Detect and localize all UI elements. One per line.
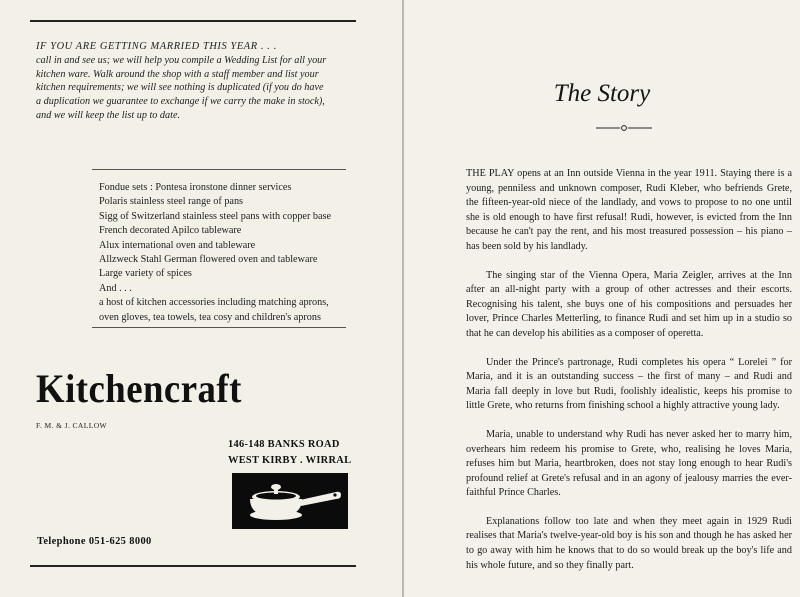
story-paragraph: The singing star of the Vienna Opera, Maria Zeigler, arrives at the Inn after an all-night party with a group of other actresses and their escorts. Recognising his talent, she buys one of his compositions and persuades her lover, Prince Charles Metterling, to finance Rudi and set him up in a studio so that he can develop his abilities as a composer of operetta. xyxy=(466,269,792,339)
saucepan-icon xyxy=(232,473,348,529)
saucepan-logo-box xyxy=(232,473,348,529)
list-item: And . . . xyxy=(99,282,132,294)
list-item: Polaris stainless steel range of pans xyxy=(99,196,244,208)
wedding-list-ad xyxy=(36,40,366,123)
proprietors: F. M. & J. CALLOW xyxy=(36,421,107,430)
shop-address xyxy=(228,437,351,469)
right-page xyxy=(404,0,800,597)
products-top-rule xyxy=(92,169,346,170)
ad-line: kitchen ware. Walk around the shop with a staff member and list your xyxy=(36,68,319,80)
list-item: Sigg of Switzerland stainless steel pans with copper base xyxy=(99,210,331,222)
story-title: The Story xyxy=(553,80,651,107)
bottom-rule xyxy=(30,565,356,567)
list-item: Large variety of spices xyxy=(99,268,192,280)
top-rule xyxy=(30,20,356,22)
ad-headline: IF YOU ARE GETTING MARRIED THIS YEAR . . . xyxy=(36,41,277,52)
story-text xyxy=(466,167,792,587)
list-item: oven gloves, tea towels, tea cosy and children's aprons xyxy=(99,311,321,323)
list-item: Alux international oven and tableware xyxy=(99,239,256,251)
ad-line: kitchen requirements; we will see nothing is duplicated (if you do have xyxy=(36,82,324,94)
list-item: French decorated Apilco tableware xyxy=(99,225,242,237)
story-paragraph: Maria, unable to understand why Rudi has never asked her to marry him, overhears him redeem his promise to Grete, who, realising he loves Maria, refuses him but Maria, heartbroken, does not stay long enough to hear Rudi's profound relief at Grete's refusal and in an agony of jealousy marries the ever-faithful Prince Charles. xyxy=(466,428,792,499)
list-item: a host of kitchen accessories including matching aprons, xyxy=(99,297,329,309)
brand-logo-text: Kitchencraft xyxy=(36,366,242,411)
address-line: 146-148 BANKS ROAD xyxy=(228,439,340,450)
story-paragraph: Explanations follow too late and when they meet again in 1929 Rudi realises that Maria's twelve-year-old boy is his son and though he has asked her to go away with him he knows that to do so would break up the boy's life and his whole future, and so they finally part. xyxy=(466,515,792,571)
divider-ornament-icon xyxy=(596,122,652,134)
story-paragraph: THE PLAY opens at an Inn outside Vienna in the year 1911. Staying there is a young, penniless and unknown composer, Rudi Kleber, who befriends Grete, the fifteen-year-old niece of the landlady, and vows to propose to no one until she is old enough to have first refusal! Rudi, however, is evicted from the Inn because he can't pay the rent, and his most treasured possession – his piano – has been sold by his landlady. xyxy=(466,168,792,252)
telephone-number: Telephone 051-625 8000 xyxy=(37,536,152,547)
ad-line: a duplication we guarantee to exchange if we carry the make in stock), xyxy=(36,96,325,108)
list-item: Allzweck Stahl German flowered oven and tableware xyxy=(99,254,318,266)
products-bottom-rule xyxy=(92,327,346,328)
product-list xyxy=(99,181,351,325)
story-paragraph: Under the Prince's partronage, Rudi completes his opera “ Lorelei ” for Maria, and it is an outstanding success – the first of many – and Rudi and Maria fall deeply in love but Rudi, foolishly idealistic, keeps his promise to little Grete, who returns from finishing school a highly attractive young lady. xyxy=(466,356,792,412)
list-item: Fondue sets : Pontesa ironstone dinner services xyxy=(99,182,292,193)
ad-line: and we will keep the list up to date. xyxy=(36,109,181,121)
ad-line: call in and see us; we will help you compile a Wedding List for all your xyxy=(36,54,327,66)
address-line: WEST KIRBY . WIRRAL xyxy=(228,455,352,466)
